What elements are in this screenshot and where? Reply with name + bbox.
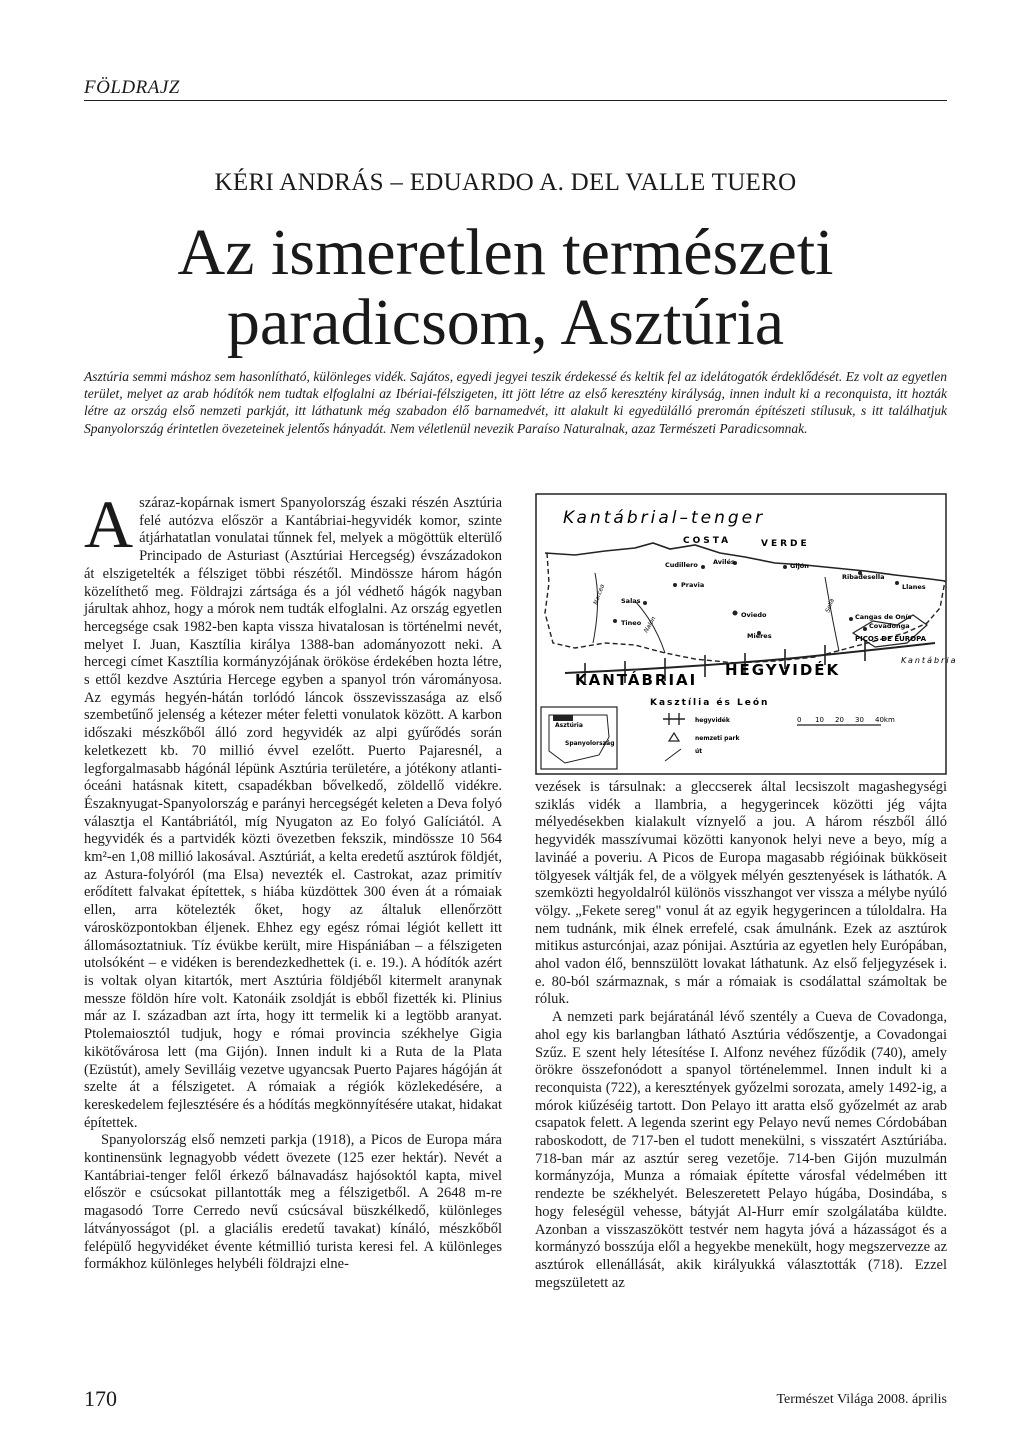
sea-label: Kantábrial–tenger xyxy=(563,508,766,528)
place-label: Cangas de Onís xyxy=(855,613,912,621)
place-label: Avilés xyxy=(713,558,735,566)
river-label: Sella xyxy=(824,597,836,614)
castile-label: Kasztília és León xyxy=(650,698,770,708)
legend-park: nemzeti park xyxy=(695,735,740,742)
legend-mountains: hegyvidék xyxy=(695,717,730,724)
river-label: Narcea xyxy=(592,583,607,606)
range-label-2: HEGYVIDÉK xyxy=(725,661,841,679)
journal-footer: Természet Világa 2008. április xyxy=(776,1392,947,1407)
place-label: Ribadesella xyxy=(842,573,885,581)
body-paragraph xyxy=(84,486,502,1132)
range-label-1: KANTÁBRIAI xyxy=(575,671,698,689)
drop-cap: A xyxy=(84,486,134,562)
scale-tick: 30 xyxy=(855,716,864,724)
scale-tick: 40km xyxy=(875,716,895,724)
article-lead: Asztúria semmi máshoz sem hasonlítható, különleges vidék. Sajátos, egyedi jegyei teszik érdekessé és keltik fel az idelátogatók érdeklődését. Ez volt az egyetlen terület, melyet az arab hódítók nem tudtak elfoglalni az Ibériai-félszigeten, itt jött létre az első keresztény királyság, innen indult ki a reconquista, itt hozták létre az ország első nemzeti parkját, itt láthatunk még szabadon élő barnamedvét, itt alakult ki egyedülálló preromán építészeti stílusuk, s itt találhatjuk Spanyolország érintetlen övezeteinek jelentős hányadát. Nem véletlenül nevezik Paraíso Naturalnak, azaz Természeti Paradicsomnak. xyxy=(84,369,947,436)
scale-tick: 10 xyxy=(815,716,824,724)
body-column-right xyxy=(535,779,947,1292)
inset-label: Asztúria xyxy=(555,722,583,729)
place-label: Tineo xyxy=(621,619,642,627)
article-authors: KÉRI ANDRÁS – EDUARDO A. DEL VALLE TUERO xyxy=(214,169,797,196)
costa-label: COSTA xyxy=(683,536,732,546)
verde-label: VERDE xyxy=(761,539,810,549)
river-label: Nalón xyxy=(642,615,658,634)
article-title-line-2: paradicsom, Asztúria xyxy=(226,286,785,359)
place-label: Pravia xyxy=(681,581,705,589)
header-rule xyxy=(84,100,947,101)
place-label: Salas xyxy=(621,597,641,605)
inset-label: Spanyolország xyxy=(565,740,615,747)
picos-label: PICOS DE EUROPA xyxy=(855,635,927,643)
place-label: Oviedo xyxy=(741,611,767,619)
cantabria-label: Kantábria xyxy=(901,656,958,665)
asturias-highlight xyxy=(553,715,573,721)
place-label: Covadonga xyxy=(869,622,910,630)
section-label: FÖLDRAJZ xyxy=(84,77,180,98)
scale-tick: 0 xyxy=(797,716,802,724)
body-paragraph: vezések is társulnak: a gleccserek által lecsiszolt magashegységi sziklás vidék a llambria, a hegygerincek közötti jég vájta mélyedésekben kialakult víznyelő a jou. A három részből álló hegyvidék masszívumai közötti kanyonok helyi neve a beyo, míg a lavináé a poveriu. A Picos de Europa magasabb régióinak bükköseit tölgyesek váltják fel, de a völgyek mélyén gesztenyések is láthatók. A szemközti hegyoldalról különös visszhangot ver vissza a mélybe nyúló völgy. „Fekete sereg" vonul át az egyik hegygerincen a túloldalra. Ha nem tudnánk, mik élnek errefelé, csak ámulnánk. Ezek az asztúrok mitikus asturcónjai, azaz pónijai. Asztúria az egyetlen hely Európában, ahol vadon élő, bennszülött lovakat láthatunk. Az első feljegyzések i. e. 80-ból származnak, s már a rómaiak is csodálattal számoltak be róluk. xyxy=(535,779,947,1008)
place-label: Mieres xyxy=(747,632,772,640)
body-paragraph: A nemzeti park bejáratánál lévő szentély a Cueva de Covadonga, ahol egy kis barlangban látható Asztúria védőszentje, a Covadongai Szűz. E szent hely létesítése I. Alfonz nevéhez fűződik (740), amely örökre összefonódott a spanyol történelemmel. Innen indult ki a reconquista (722), a keresztények győzelmi sorozata, amely 1492-ig, a mórok kiűzéséig tartott. Don Pelayo itt aratta első győzelmét az arab csapatok felett. A legenda szerint egy Pelayo nevű nemes Córdobában raboskodott, de 717-ben el tudott menekülni, s visszatért Asztúriába. 718-ban már az asztúr sereg vezetője. 714-ben Gijón muzulmán kormányzója, Munza a rómaiak építette városfal védelmében itt rendezte be székhelyét. Beleszeretett Pelayo húgába, Dosindába, s hogy feleségül vehesse, bátyját Al-Hurr emír szolgálatába küldte. Azonban a visszaszökött testvér nem hagyta jóvá a házasságot és a kormányzó bosszúja elől a hegyekbe menekült, hogy megszervezze az asztúrok ellenállását, akik királyukká választották (718). Ezzel megszületett az xyxy=(535,1009,947,1291)
legend-road: út xyxy=(695,748,703,755)
paragraph-text: száraz-kopárnak ismert Spanyolország északi részén Asztúria felé autózva először a Kantábriai-hegyvidék komor, szinte átjárhatatlan vonulatai tűnnek fel, melyek a mögöttük elterülő Principado de Asturiast (Asztúriai Hercegség) évszázadokon át elszigetelték a félsziget többi részétől. Mindössze három hágón közelíthető meg. Földrajzi zártsága és a jól védhető hágók nagyban járultak ahhoz, hogy a mórok nem tudták elfoglalni. Az ország egyetlen hercegsége csak 1982-ben kapta vissza hivatalosan is történelmi nevét, melyet I. Juan, Kasztília királya 1388-ban adományozott neki. A hercegi címet Kasztília kormányzójának örököse érdekében hozta létre, s ettől kezdve Asztúria Hercege egyben a spanyol trón várományosa. Az egymás hegyén-hátán torlódó láncok összevisszasága az első szembetűnő jelenség a kétezer méter feletti vonulatok között. A karbon időszaki mészkőből álló zord hegyvidék az alpi gyűrődés során keletkezett kb. 70 millió évvel ezelőtt. Puerto Pajaresnél, a legforgalmasabb hágónál lépünk Asztúria területére, a jótékony atlanti-óceáni hatásnak kitett, csapadékban bővelkedő, zöldellő vidékre. Északnyugat-Spanyolország e parányi hercegségét keleten a Deva folyó választja el Kantábriától, míg Nyugaton az Eo folyó Galíciától. A hegyvidék és a partvidék közti övezetben fekszik, mindössze 10 564 km²-en 1,08 millió lakosával. Asztúriát, a kelta eredetű asztúrok földjét, az Astura-folyóról (ma Elsa) nevezték el. Castrokat, azaz primitív erődített falvakat építettek, s hiába küzdöttek 300 éven át a rómaiak ellen, arra kötelezték őket, hogy az általuk ellenőrzött városközpontokban éljenek. Ehhez egy egész római légiót kellett itt állomásoztatniuk. Tíz évükbe került, mire Hispániában – a félszigeten utolsóként – e vidéken is berendezkedhettek (i. e. 19.). A hódítók azért is voltak olyan kitartók, mert Asztúria földjéből kitermelt aranynak messze földön híre volt. Katonáik zsoldját is ebből fizették ki. Plinius már az I. században azt írta, hogy itt termelik ki a legtöbb aranyat. Ptolemaiosztól tudjuk, hogy e római provincia székhelye Gigia kikötővárosa lett (ma Gijón). Innen indult ki a Ruta de la Plata (Ezüstút), amely Sevilláig vezetve ugyancsak Puerto Pajares hágóján át szelte át a félszigetet. A rómaiak a régiók közlekedésére, a kereskedelem fejlesztésére és a hódítás megkönnyítésére utakat, hidakat építettek. xyxy=(84,495,502,1131)
asturias-map xyxy=(535,493,958,775)
scale-tick: 20 xyxy=(835,716,844,724)
place-label: Cudillero xyxy=(665,561,698,569)
body-paragraph: Spanyolország első nemzeti parkja (1918), a Picos de Europa mára kontinensünk legnagyobb védett övezete (125 ezer hektár). Nevét a Kantábriai-tenger felől érkező bálnavadász hajósoktól kapta, mivel először e csúcsokat pillantották meg a félszigetből. A 2648 m-re magasodó Torre Cerredo nevű csúcsával büszkélkedő, különleges látványosságot (pl. a glaciális eredetű tavakat) kínáló, mészkőből felépülő hegyvidéket évente kétmillió turista keresi fel. A különleges formákhoz különleges helybéli földrajzi elne- xyxy=(84,1132,502,1273)
place-label: Gijón xyxy=(790,562,809,570)
article-title-line-1: Az ismeretlen természeti xyxy=(177,216,834,289)
place-label: Llanes xyxy=(902,583,926,591)
page-number: 170 xyxy=(84,1386,117,1411)
body-column-left xyxy=(84,486,502,1274)
